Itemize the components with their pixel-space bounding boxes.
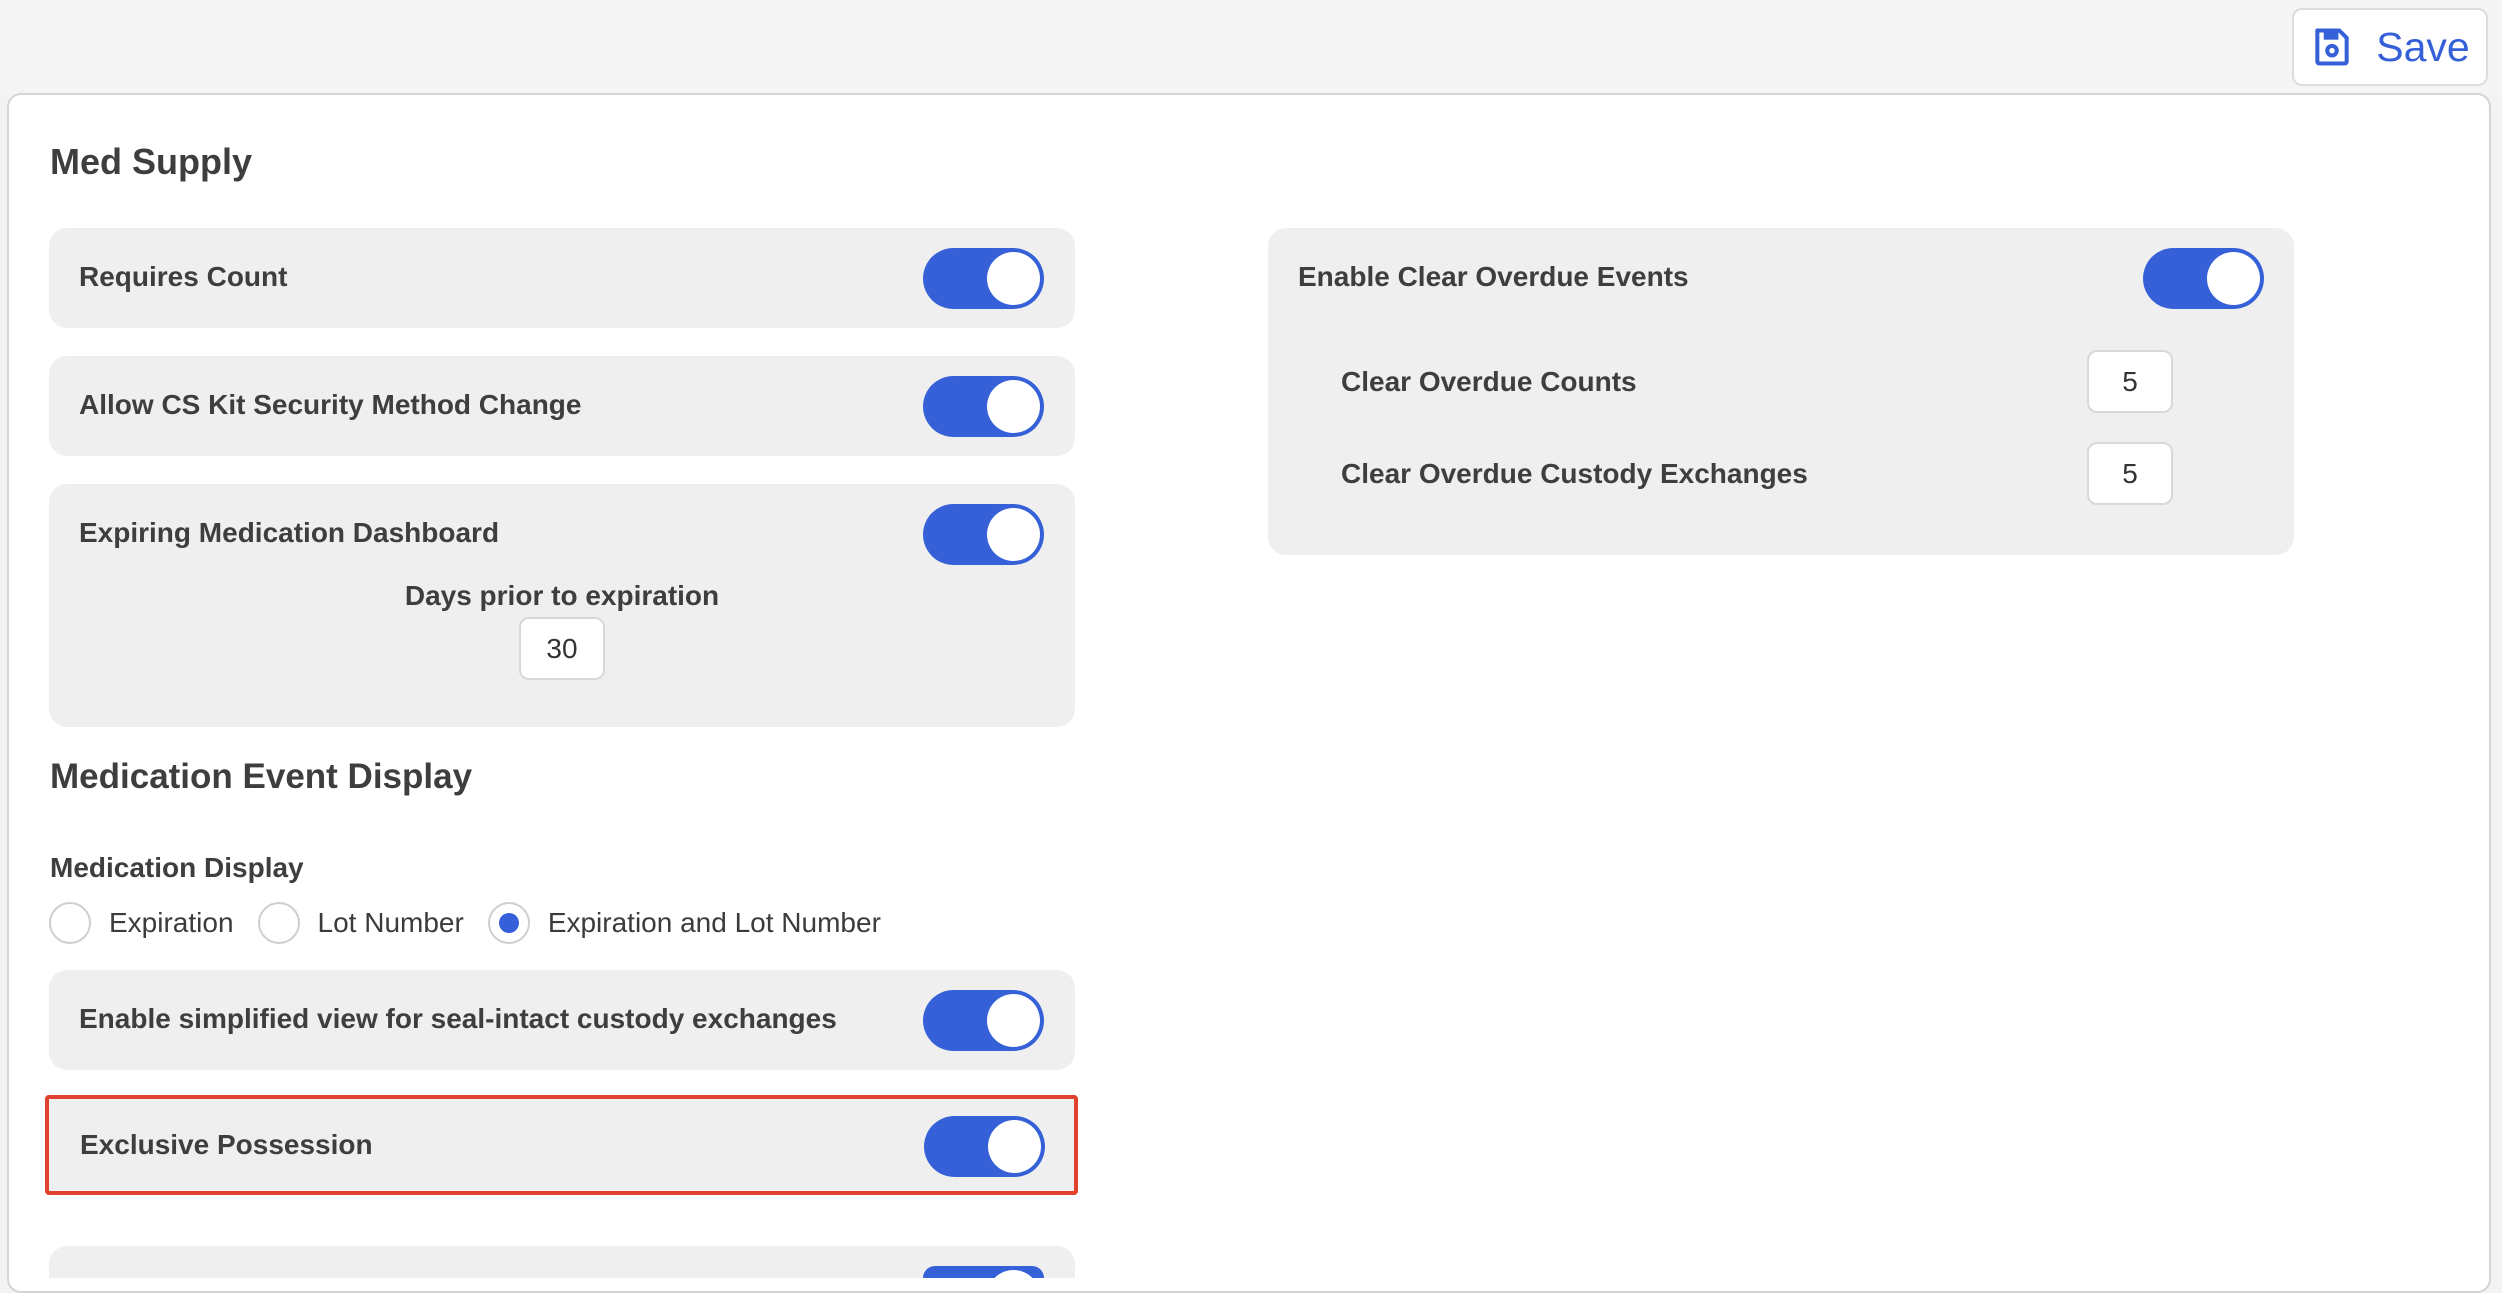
requires-count-toggle[interactable] [923,248,1044,309]
top-toolbar [0,0,2502,95]
toggle-knob [987,508,1040,561]
clear-overdue-custody-label: Clear Overdue Custody Exchanges [1341,458,1808,489]
next-setting-toggle[interactable] [923,1266,1044,1278]
radio-lot-number[interactable] [258,902,300,944]
requires-count-card [49,228,1075,328]
simplified-view-toggle[interactable] [923,990,1044,1051]
radio-expiration-and-lot-number[interactable] [488,902,530,944]
section-title-medication-event-display: Medication Event Display [50,757,473,796]
radio-expiration-label[interactable]: Expiration [109,907,234,938]
toggle-knob [987,252,1040,305]
allow-cs-kit-label: Allow CS Kit Security Method Change [79,389,582,420]
clear-overdue-counts-input[interactable] [2087,350,2173,413]
toggle-knob [987,380,1040,433]
exclusive-possession-card [45,1095,1078,1195]
simplified-view-label: Enable simplified view for seal-intact custody exchanges [79,1003,837,1034]
expiring-dashboard-toggle[interactable] [923,504,1044,565]
radio-expiration-and-lot-number-label[interactable]: Expiration and Lot Number [547,907,881,938]
clear-overdue-toggle[interactable] [2143,248,2264,309]
allow-cs-kit-toggle[interactable] [923,376,1044,437]
clear-overdue-custody-input[interactable] [2087,442,2173,505]
section-title-med-supply: Med Supply [50,141,253,182]
clear-overdue-counts-label: Clear Overdue Counts [1341,366,1637,397]
exclusive-possession-label: Exclusive Possession [80,1129,373,1160]
radio-expiration[interactable] [49,902,91,944]
requires-count-label: Requires Count [79,261,288,292]
toggle-knob [988,1120,1041,1173]
medication-display-radio-group [49,901,905,945]
save-icon [2310,25,2354,69]
save-button[interactable] [2292,8,2488,86]
toggle-knob [987,994,1040,1047]
exclusive-possession-toggle[interactable] [924,1116,1045,1177]
simplified-view-card [49,970,1075,1070]
radio-lot-number-label[interactable]: Lot Number [317,907,464,938]
medication-display-label: Medication Display [50,852,304,883]
clear-overdue-label: Enable Clear Overdue Events [1298,261,1689,292]
next-setting-card [49,1246,1075,1278]
toggle-knob [987,1270,1040,1278]
expiring-dashboard-label: Expiring Medication Dashboard [79,517,500,548]
save-button-label: Save [2376,23,2470,70]
allow-cs-kit-card [49,356,1075,456]
days-prior-input[interactable] [519,617,605,680]
clear-overdue-card [1268,228,2294,555]
toggle-knob [2207,252,2260,305]
expiring-dashboard-card [49,484,1075,727]
days-prior-label: Days prior to expiration [404,580,720,611]
